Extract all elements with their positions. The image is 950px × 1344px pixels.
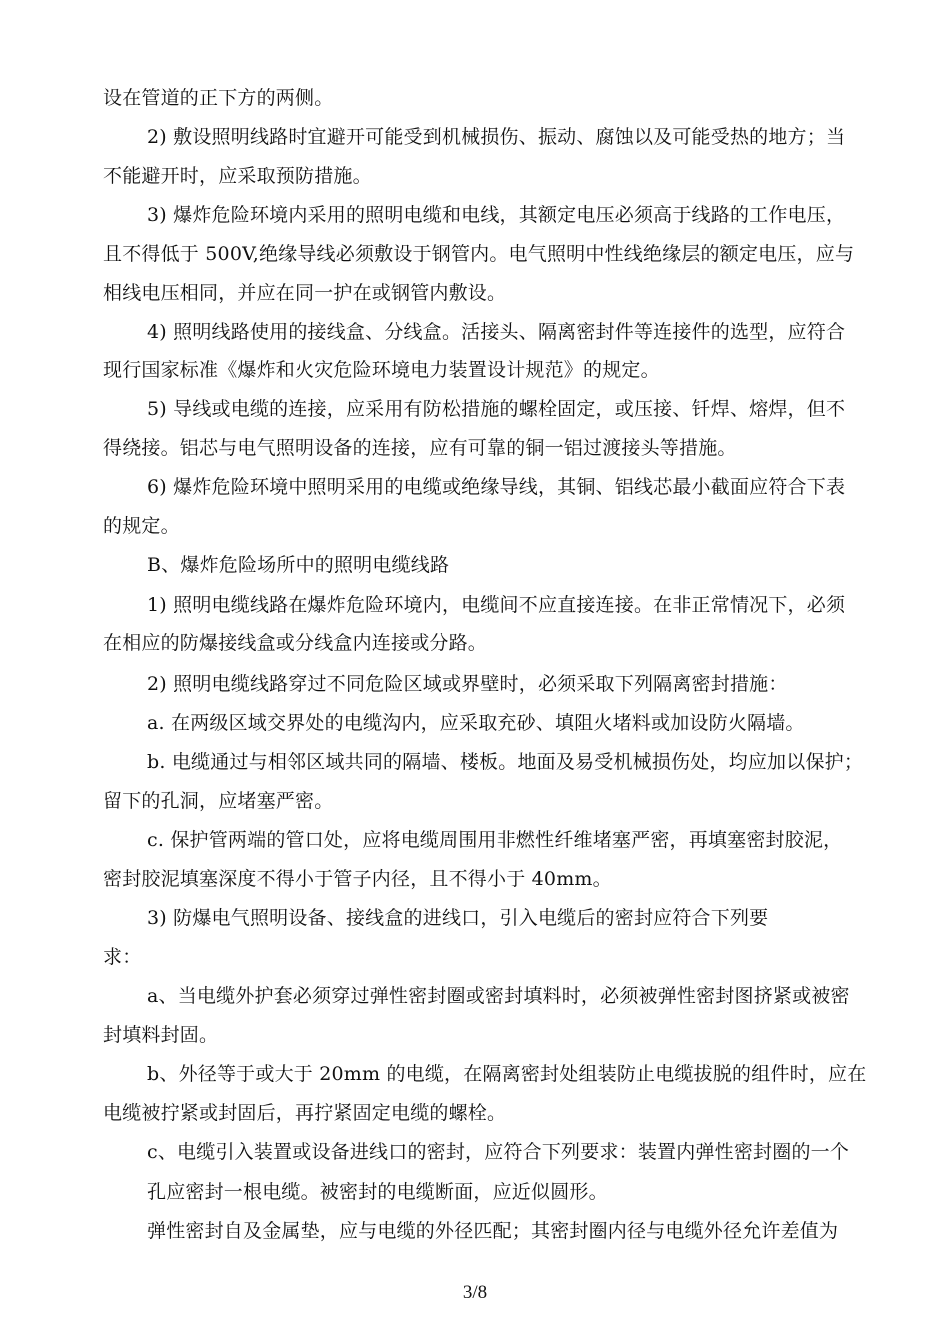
text-line: 相线电压相同，并应在同一护在或钢管内敷设。 bbox=[103, 282, 507, 304]
text-line: 1) 照明电缆线路在爆炸危险环境内，电缆间不应直接连接。在非正常情况下，必须 bbox=[147, 594, 846, 616]
text-line: 4) 照明线路使用的接线盒、分线盒。活接头、隔离密封件等连接件的选型，应符合 bbox=[147, 321, 846, 343]
text-line: 留下的孔洞，应堵塞严密。 bbox=[103, 790, 334, 812]
text-line: 2) 敷设照明线路时宜避开可能受到机械损伤、振动、腐蚀以及可能受热的地方；当 bbox=[147, 126, 846, 148]
text-line: a、当电缆外护套必须穿过弹性密封圈或密封填料时，必须被弹性密封图挤紧或被密 bbox=[147, 985, 850, 1007]
text-line: 孔应密封一根电缆。被密封的电缆断面，应近似圆形。 bbox=[147, 1181, 608, 1203]
text-line: c、电缆引入装置或设备进线口的密封，应符合下列要求：装置内弹性密封圈的一个 bbox=[147, 1141, 850, 1163]
section-heading: B、爆炸危险场所中的照明电缆线路 bbox=[147, 554, 450, 576]
text-line: 设在管道的正下方的两侧。 bbox=[103, 87, 334, 109]
text-line: 密封胶泥填塞深度不得小于管子内径，且不得小于 40mm。 bbox=[103, 868, 612, 890]
text-line: 求： bbox=[103, 946, 142, 968]
text-line: 的规定。 bbox=[103, 515, 180, 537]
text-line: 3) 爆炸危险环境内采用的照明电缆和电线，其额定电压必须高于线路的工作电压， bbox=[147, 204, 846, 226]
text-line: 封填料封固。 bbox=[103, 1024, 219, 1046]
text-line: 现行国家标准《爆炸和火灾危险环境电力装置设计规范》的规定。 bbox=[103, 359, 660, 381]
text-line: 且不得低于 500V,绝缘导线必须敷设于钢管内。电气照明中性线绝缘层的额定电压，应与 bbox=[103, 243, 855, 265]
text-line: b. 电缆通过与相邻区域共同的隔墙、楼板。地面及易受机械损伤处，均应加以保护； bbox=[147, 751, 864, 773]
text-line: 在相应的防爆接线盒或分线盒内连接或分路。 bbox=[103, 632, 488, 654]
text-line: 电缆被拧紧或封固后，再拧紧固定电缆的螺栓。 bbox=[103, 1102, 507, 1124]
text-line: 2) 照明电缆线路穿过不同危险区域或界壁时，必须采取下列隔离密封措施： bbox=[147, 673, 788, 695]
text-line: 不能避开时，应采取预防措施。 bbox=[103, 165, 372, 187]
text-line: 3) 防爆电气照明设备、接线盒的进线口，引入电缆后的密封应符合下列要 bbox=[147, 907, 769, 929]
page-number: 3/8 bbox=[462, 1282, 488, 1303]
text-line: 6) 爆炸危险环境中照明采用的电缆或绝缘导线，其铜、铝线芯最小截面应符合下表 bbox=[147, 476, 846, 498]
text-line: 弹性密封自及金属垫，应与电缆的外径匹配；其密封圈内径与电缆外径允许差值为 bbox=[147, 1220, 839, 1242]
text-line: 得绕接。铝芯与电气照明设备的连接，应有可靠的铜一铝过渡接头等措施。 bbox=[103, 437, 737, 459]
text-line: c. 保护管两端的管口处，应将电缆周围用非燃性纤维堵塞严密，再填塞密封胶泥， bbox=[147, 829, 843, 851]
text-line: a. 在两级区域交界处的电缆沟内，应采取充砂、填阻火堵料或加设防火隔墙。 bbox=[147, 712, 805, 734]
text-line: 5) 导线或电缆的连接，应采用有防松措施的螺栓固定，或压接、钎焊、熔焊，但不 bbox=[147, 398, 846, 420]
text-line: b、外径等于或大于 20mm 的电缆，在隔离密封处组装防止电缆拔脱的组件时，应在 bbox=[147, 1063, 867, 1085]
